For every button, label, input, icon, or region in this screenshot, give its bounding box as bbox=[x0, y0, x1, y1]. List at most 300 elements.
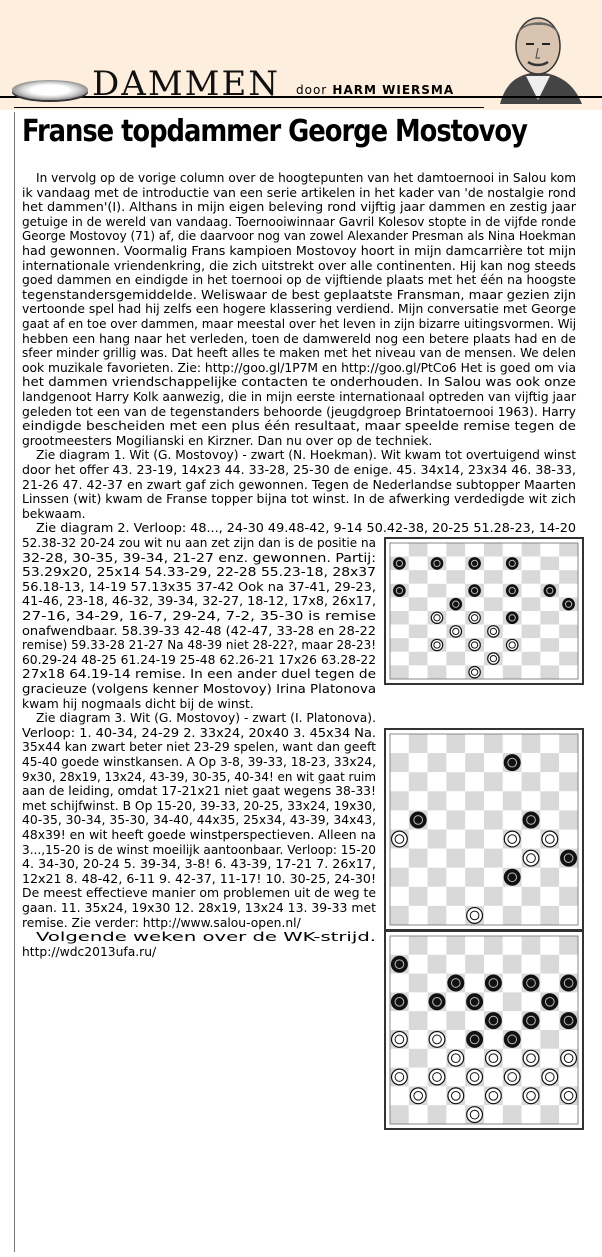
board-square bbox=[465, 830, 484, 849]
board-square bbox=[428, 1105, 447, 1124]
black-piece bbox=[450, 598, 461, 609]
white-piece bbox=[392, 1032, 408, 1048]
board-square bbox=[428, 665, 447, 679]
board-square bbox=[465, 887, 484, 906]
black-piece bbox=[561, 1013, 577, 1029]
text-line: 40-35, 30-34, 35-30, 34-40, 44x35, 25x34, 43-39, 34x43, bbox=[22, 813, 377, 828]
black-piece bbox=[392, 956, 408, 972]
text-line: ook muzikale favorieten. Zie: http://goo.gl/1P7M en http://goo.gl/PtCo6 Het is goed om via bbox=[22, 360, 576, 375]
board-square bbox=[465, 974, 484, 993]
white-piece bbox=[488, 653, 499, 664]
board-square bbox=[390, 791, 409, 810]
board-square bbox=[465, 734, 484, 753]
black-piece bbox=[467, 1032, 483, 1048]
board-square bbox=[540, 868, 559, 887]
board-square bbox=[428, 791, 447, 810]
board-square bbox=[540, 638, 559, 652]
board-square bbox=[446, 570, 465, 584]
board-square bbox=[465, 570, 484, 584]
board-square bbox=[522, 936, 541, 955]
board-square bbox=[503, 570, 522, 584]
board-square bbox=[446, 1030, 465, 1049]
board-square bbox=[409, 955, 428, 974]
board-square bbox=[390, 652, 409, 666]
board-square bbox=[390, 665, 409, 679]
board-square bbox=[446, 955, 465, 974]
text-line: 21-26 47. 42-37 en zwart gaf zich gewonnen. Tegen de Nederlandse subtopper Maarten bbox=[22, 477, 576, 492]
board-square bbox=[390, 1086, 409, 1105]
black-piece bbox=[467, 994, 483, 1010]
author-portrait bbox=[478, 4, 598, 104]
board-square bbox=[409, 974, 428, 993]
board-square bbox=[446, 734, 465, 753]
board-square bbox=[465, 849, 484, 868]
diagram-3 bbox=[384, 930, 584, 1130]
black-piece bbox=[561, 975, 577, 991]
text-line: 53.29x20, 25x14 54.33-29, 22-28 55.23-18, 28x37 bbox=[22, 565, 377, 580]
black-piece bbox=[506, 612, 517, 623]
board-square bbox=[522, 992, 541, 1011]
white-piece bbox=[488, 626, 499, 637]
board-square bbox=[484, 772, 503, 791]
text-line: kwam hij nogmaals dicht bij de winst. bbox=[22, 696, 254, 711]
board-square bbox=[522, 1030, 541, 1049]
white-piece bbox=[431, 612, 442, 623]
board-square bbox=[409, 611, 428, 625]
board-square bbox=[428, 1011, 447, 1030]
board-square bbox=[503, 849, 522, 868]
board-square bbox=[559, 810, 578, 829]
column-left-rule bbox=[14, 112, 15, 1252]
text-line: 35x44 kan zwart beter niet 23-29 spelen, want dan geeft bbox=[22, 740, 377, 755]
board-square bbox=[540, 652, 559, 666]
board-square bbox=[409, 1011, 428, 1030]
board-square bbox=[503, 625, 522, 639]
board-square bbox=[390, 753, 409, 772]
board-square bbox=[409, 543, 428, 557]
black-piece bbox=[506, 585, 517, 596]
white-piece bbox=[448, 1050, 464, 1066]
board-square bbox=[409, 570, 428, 584]
board-square bbox=[446, 557, 465, 571]
text-line: grootmeesters Mogilianski en Kirzner. Dan nu over op de techniek. bbox=[22, 433, 433, 448]
board-square bbox=[484, 570, 503, 584]
board-square bbox=[540, 810, 559, 829]
board-square bbox=[409, 734, 428, 753]
board-square bbox=[540, 543, 559, 557]
text-line: 27-16, 34-29, 16-7, 29-24, 7-2, 35-30 is remise bbox=[22, 609, 377, 623]
board-square bbox=[540, 772, 559, 791]
board-square bbox=[503, 955, 522, 974]
board-square bbox=[559, 830, 578, 849]
board-square bbox=[465, 936, 484, 955]
board-square bbox=[522, 638, 541, 652]
board-square bbox=[559, 570, 578, 584]
byline bbox=[296, 83, 454, 97]
board-square bbox=[409, 906, 428, 925]
board-square bbox=[503, 906, 522, 925]
board-square bbox=[484, 830, 503, 849]
text-line: door het offer 43. 23-19, 14x23 44. 33-28, 25-30 de enige. 45. 34x14, 23x34 46. 38-33, bbox=[22, 463, 577, 477]
text-line: Zie diagram 2. Verloop: 48..., 24-30 49.48-42, 9-14 50.42-38, 20-25 51.28-23, 14-20 bbox=[36, 521, 577, 536]
white-piece bbox=[542, 831, 558, 847]
board-square bbox=[484, 1105, 503, 1124]
board-square bbox=[559, 906, 578, 925]
board-square bbox=[522, 830, 541, 849]
board-square bbox=[409, 1068, 428, 1087]
board-square bbox=[465, 543, 484, 557]
board-square bbox=[503, 597, 522, 611]
board-square bbox=[446, 791, 465, 810]
text-line: George Mostovoy (71) af, die daarvoor nog van zowel Alexander Presman als Nina Hoekman bbox=[22, 229, 576, 244]
diagram-3-board bbox=[386, 932, 582, 1128]
board-square bbox=[540, 665, 559, 679]
board-square bbox=[540, 1011, 559, 1030]
board-square bbox=[522, 753, 541, 772]
text-line: 32-28, 30-35, 39-34, 21-27 enz. gewonnen. Partij: bbox=[22, 550, 376, 565]
board-square bbox=[428, 753, 447, 772]
text-line: hebben een hang naar het verleden, toen de damwereld nog een betere plaats had en de bbox=[22, 331, 577, 346]
board-square bbox=[446, 887, 465, 906]
black-piece bbox=[523, 975, 539, 991]
white-piece bbox=[561, 1050, 577, 1066]
board-square bbox=[484, 955, 503, 974]
checkers-piece-logo bbox=[12, 80, 88, 100]
board-square bbox=[503, 887, 522, 906]
board-square bbox=[484, 665, 503, 679]
white-piece bbox=[506, 639, 517, 650]
white-piece bbox=[523, 1050, 539, 1066]
board-square bbox=[503, 1011, 522, 1030]
board-square bbox=[503, 652, 522, 666]
text-line: 52.38-32 20-24 zou wit nu aan zet zijn dan is de positie na bbox=[22, 536, 377, 550]
white-piece bbox=[431, 639, 442, 650]
board-square bbox=[522, 906, 541, 925]
text-line: aan de leiding, omdat 17-21x21 niet gaat wegens 38-33! bbox=[22, 784, 377, 799]
white-piece bbox=[523, 1088, 539, 1104]
byline-prefix: door bbox=[296, 83, 328, 97]
board-square bbox=[559, 734, 578, 753]
board-square bbox=[409, 652, 428, 666]
board-square bbox=[409, 772, 428, 791]
text-line: In vervolg op de vorige column over de hoogtepunten van het damtoernooi in Salou kom bbox=[36, 171, 577, 185]
board-square bbox=[522, 1068, 541, 1087]
board-square bbox=[390, 611, 409, 625]
board-square bbox=[522, 611, 541, 625]
black-piece bbox=[563, 598, 574, 609]
text-line: 27x18 64.19-14 remise. In een ander duel tegen de bbox=[22, 667, 377, 682]
text-line: goed dammen en eindigde in het toernooi op de vijftiende plaats met het één na hoogste bbox=[22, 273, 577, 288]
board-square bbox=[390, 1049, 409, 1068]
board-square bbox=[503, 936, 522, 955]
board-square bbox=[522, 625, 541, 639]
board-square bbox=[522, 665, 541, 679]
board-square bbox=[559, 772, 578, 791]
board-square bbox=[428, 906, 447, 925]
board-square bbox=[409, 584, 428, 598]
text-line: 9x30, 28x19, 13x24, 43-39, 30-35, 40-34! en wit gaat ruim bbox=[22, 769, 376, 784]
board-square bbox=[409, 625, 428, 639]
text-line: landgenoot Harry Kolk aanwezig, die in mijn eerste internationaal optreden van vijftig jaar bbox=[22, 390, 577, 404]
board-square bbox=[503, 1086, 522, 1105]
board-square bbox=[446, 810, 465, 829]
white-piece bbox=[450, 626, 461, 637]
board-square bbox=[522, 597, 541, 611]
text-line: 12x21 8. 48-42, 6-11 9. 42-37, 11-17! 10. 30-25, 24-30! bbox=[22, 871, 377, 886]
text-line: geleden tot een van de tegenstanders behoorde (jeugdgroep Brintatoernooi 1963). Harry bbox=[22, 404, 576, 419]
text-line: 4. 34-30, 20-24 5. 39-34, 3-8! 6. 43-39, 17-21 7. 26x17, bbox=[22, 857, 377, 872]
black-piece bbox=[504, 869, 520, 885]
board-square bbox=[540, 1030, 559, 1049]
text-line: gracieuze (volgens kenner Mostovoy) Irina Platonova bbox=[22, 682, 377, 696]
board-square bbox=[446, 992, 465, 1011]
board-square bbox=[409, 665, 428, 679]
board-square bbox=[409, 1105, 428, 1124]
board-square bbox=[540, 974, 559, 993]
black-piece bbox=[410, 812, 426, 828]
board-square bbox=[446, 936, 465, 955]
board-square bbox=[409, 557, 428, 571]
white-piece bbox=[410, 1088, 426, 1104]
text-line: met schijfwinst. B Op 15-20, 39-33, 20-25, 33x24, 19x30, bbox=[22, 798, 377, 813]
white-piece bbox=[469, 639, 480, 650]
board-square bbox=[503, 791, 522, 810]
board-square bbox=[559, 611, 578, 625]
black-piece bbox=[544, 585, 555, 596]
board-square bbox=[503, 665, 522, 679]
board-square bbox=[559, 1030, 578, 1049]
board-square bbox=[559, 992, 578, 1011]
board-square bbox=[465, 1049, 484, 1068]
text-line: Volgende weken over de WK-strijd. bbox=[36, 930, 377, 945]
board-square bbox=[465, 772, 484, 791]
board-square bbox=[390, 625, 409, 639]
board-square bbox=[409, 868, 428, 887]
white-piece bbox=[392, 1069, 408, 1085]
diagram-2 bbox=[384, 728, 584, 931]
board-square bbox=[559, 936, 578, 955]
text-line: gaat af en toe over dammen, maar meestal over het leven in zijn bizarre uitingsvormen. Wij bbox=[22, 317, 577, 331]
board-square bbox=[559, 791, 578, 810]
text-line: bekwaam. bbox=[22, 506, 86, 521]
black-piece bbox=[394, 585, 405, 596]
board-square bbox=[484, 887, 503, 906]
board-square bbox=[465, 652, 484, 666]
board-square bbox=[540, 597, 559, 611]
board-square bbox=[522, 772, 541, 791]
board-square bbox=[428, 810, 447, 829]
white-piece bbox=[504, 831, 520, 847]
board-square bbox=[428, 625, 447, 639]
board-square bbox=[540, 570, 559, 584]
board-square bbox=[390, 868, 409, 887]
board-square bbox=[428, 849, 447, 868]
board-square bbox=[540, 791, 559, 810]
text-line: ik vandaag met de introductie van een serie artikelen in het kader van 'de nostalgie rond bbox=[22, 185, 577, 200]
white-piece bbox=[448, 1088, 464, 1104]
board-square bbox=[446, 543, 465, 557]
text-line: eindigde bescheiden met een plus één resultaat, maar speelde remise tegen de bbox=[22, 419, 577, 434]
header-underline bbox=[14, 107, 484, 108]
board-square bbox=[484, 753, 503, 772]
board-square bbox=[503, 1049, 522, 1068]
black-piece bbox=[448, 975, 464, 991]
board-square bbox=[484, 584, 503, 598]
board-square bbox=[390, 906, 409, 925]
board-square bbox=[559, 584, 578, 598]
black-piece bbox=[523, 1013, 539, 1029]
board-square bbox=[522, 734, 541, 753]
board-square bbox=[390, 810, 409, 829]
black-piece bbox=[504, 755, 520, 771]
board-square bbox=[446, 772, 465, 791]
text-line: het dammen'(I). Althans in mijn eigen beleving rond vijftig jaar dammen en zestig jaar bbox=[22, 200, 577, 215]
black-piece bbox=[506, 558, 517, 569]
board-square bbox=[428, 734, 447, 753]
board-square bbox=[559, 665, 578, 679]
board-square bbox=[522, 543, 541, 557]
board-square bbox=[503, 974, 522, 993]
board-square bbox=[559, 557, 578, 571]
board-square bbox=[484, 557, 503, 571]
board-square bbox=[465, 791, 484, 810]
board-square bbox=[559, 753, 578, 772]
white-piece bbox=[467, 908, 483, 924]
board-square bbox=[409, 887, 428, 906]
white-piece bbox=[504, 1069, 520, 1085]
board-square bbox=[484, 992, 503, 1011]
board-square bbox=[540, 734, 559, 753]
board-square bbox=[484, 936, 503, 955]
board-square bbox=[446, 868, 465, 887]
black-piece bbox=[392, 994, 408, 1010]
black-piece bbox=[469, 585, 480, 596]
board-square bbox=[540, 1049, 559, 1068]
board-square bbox=[522, 955, 541, 974]
white-piece bbox=[469, 666, 480, 677]
board-square bbox=[390, 597, 409, 611]
board-square bbox=[503, 772, 522, 791]
board-square bbox=[446, 830, 465, 849]
text-line: 48x39! en wit heeft goede winstperspectieven. Alleen na bbox=[22, 828, 376, 842]
headline: Franse topdammer George Mostovoy bbox=[22, 114, 527, 149]
board-square bbox=[484, 638, 503, 652]
board-square bbox=[540, 906, 559, 925]
board-square bbox=[559, 868, 578, 887]
board-square bbox=[465, 597, 484, 611]
board-square bbox=[540, 1086, 559, 1105]
diagram-1-board bbox=[386, 539, 582, 683]
board-square bbox=[409, 1030, 428, 1049]
text-line: Zie diagram 3. Wit (G. Mostovoy) - zwart (I. Platonova). bbox=[36, 711, 376, 726]
board-square bbox=[390, 1011, 409, 1030]
black-piece bbox=[429, 994, 445, 1010]
text-line: het dammen vriendschappelijke contacten te onderhouden. In Salou was ook onze bbox=[22, 375, 577, 390]
board-square bbox=[446, 665, 465, 679]
board-square bbox=[390, 570, 409, 584]
text-line: had gewonnen. Voormalig Frans kampioen Mostovoy hoort in mijn damcarrière tot mijn bbox=[22, 244, 577, 258]
white-piece bbox=[486, 1088, 502, 1104]
text-line: gaan. 11. 35x24, 19x30 12. 28x19, 13x24 13. 39-33 met bbox=[22, 901, 377, 915]
board-square bbox=[409, 753, 428, 772]
board-square bbox=[484, 868, 503, 887]
column-header bbox=[0, 0, 602, 110]
board-square bbox=[428, 830, 447, 849]
board-square bbox=[390, 936, 409, 955]
board-square bbox=[484, 1030, 503, 1049]
board-square bbox=[446, 1011, 465, 1030]
board-square bbox=[428, 936, 447, 955]
text-line: vertoonde spel had hij zelfs een hogere klassering verdiend. Mijn conversatie met George bbox=[22, 302, 577, 317]
text-line: Zie diagram 1. Wit (G. Mostovoy) - zwart (N. Hoekman). Wit kwam tot overtuigend winst bbox=[36, 448, 577, 463]
board-square bbox=[503, 810, 522, 829]
board-square bbox=[446, 1105, 465, 1124]
board-square bbox=[559, 625, 578, 639]
text-line: Linssen (wit) kwam de Franse topper bijna tot winst. In de afwerking verdedigde wit zich bbox=[22, 492, 576, 507]
white-piece bbox=[429, 1032, 445, 1048]
board-square bbox=[540, 611, 559, 625]
board-square bbox=[428, 584, 447, 598]
black-piece bbox=[504, 1032, 520, 1048]
text-line: remise. Zie verder: http://www.salou-open.nl/ bbox=[22, 915, 301, 930]
black-piece bbox=[523, 812, 539, 828]
column-title: DAMMEN bbox=[92, 64, 281, 104]
board-square bbox=[465, 810, 484, 829]
text-line: http://wdc2013ufa.ru/ bbox=[22, 944, 157, 959]
board-square bbox=[559, 652, 578, 666]
board-square bbox=[428, 772, 447, 791]
white-piece bbox=[467, 1107, 483, 1123]
byline-name: HARM WIERSMA bbox=[332, 83, 455, 97]
board-square bbox=[503, 543, 522, 557]
black-piece bbox=[486, 1013, 502, 1029]
text-line: 60.29-24 48-25 61.24-19 25-48 62.26-21 17x26 63.28-22 bbox=[22, 652, 377, 667]
text-line: onafwendbaar. 58.39-33 42-48 (42-47, 33-28 en 28-22 bbox=[22, 623, 377, 638]
board-square bbox=[409, 830, 428, 849]
diagram-1 bbox=[384, 537, 584, 685]
board-square bbox=[522, 652, 541, 666]
board-square bbox=[465, 1011, 484, 1030]
white-piece bbox=[469, 612, 480, 623]
board-square bbox=[465, 868, 484, 887]
board-square bbox=[503, 992, 522, 1011]
board-square bbox=[522, 1105, 541, 1124]
diagram-2-board bbox=[386, 730, 582, 929]
board-square bbox=[409, 1049, 428, 1068]
text-line: Verloop: 1. 40-34, 24-29 2. 33x24, 20x40 3. 45x34 Na. bbox=[22, 725, 377, 740]
board-square bbox=[446, 611, 465, 625]
board-square bbox=[484, 734, 503, 753]
board-square bbox=[428, 887, 447, 906]
board-square bbox=[540, 887, 559, 906]
white-piece bbox=[467, 1069, 483, 1085]
board-square bbox=[522, 791, 541, 810]
text-line: 3...,15-20 is de winst moeilijk aantoonbaar. Verloop: 15-20 bbox=[22, 842, 376, 857]
black-piece bbox=[431, 558, 442, 569]
board-square bbox=[390, 887, 409, 906]
board-square bbox=[559, 955, 578, 974]
text-line: De meest effectieve manier om problemen uit de weg te bbox=[22, 886, 377, 901]
text-line: internationale vriendenkring, die zich uitstrekt over alle continenten. Hij kan nog steeds bbox=[22, 258, 576, 273]
black-piece bbox=[486, 975, 502, 991]
board-square bbox=[540, 936, 559, 955]
board-square bbox=[540, 1105, 559, 1124]
white-piece bbox=[561, 1088, 577, 1104]
board-square bbox=[428, 652, 447, 666]
board-square bbox=[465, 753, 484, 772]
board-square bbox=[503, 1105, 522, 1124]
board-square bbox=[484, 597, 503, 611]
